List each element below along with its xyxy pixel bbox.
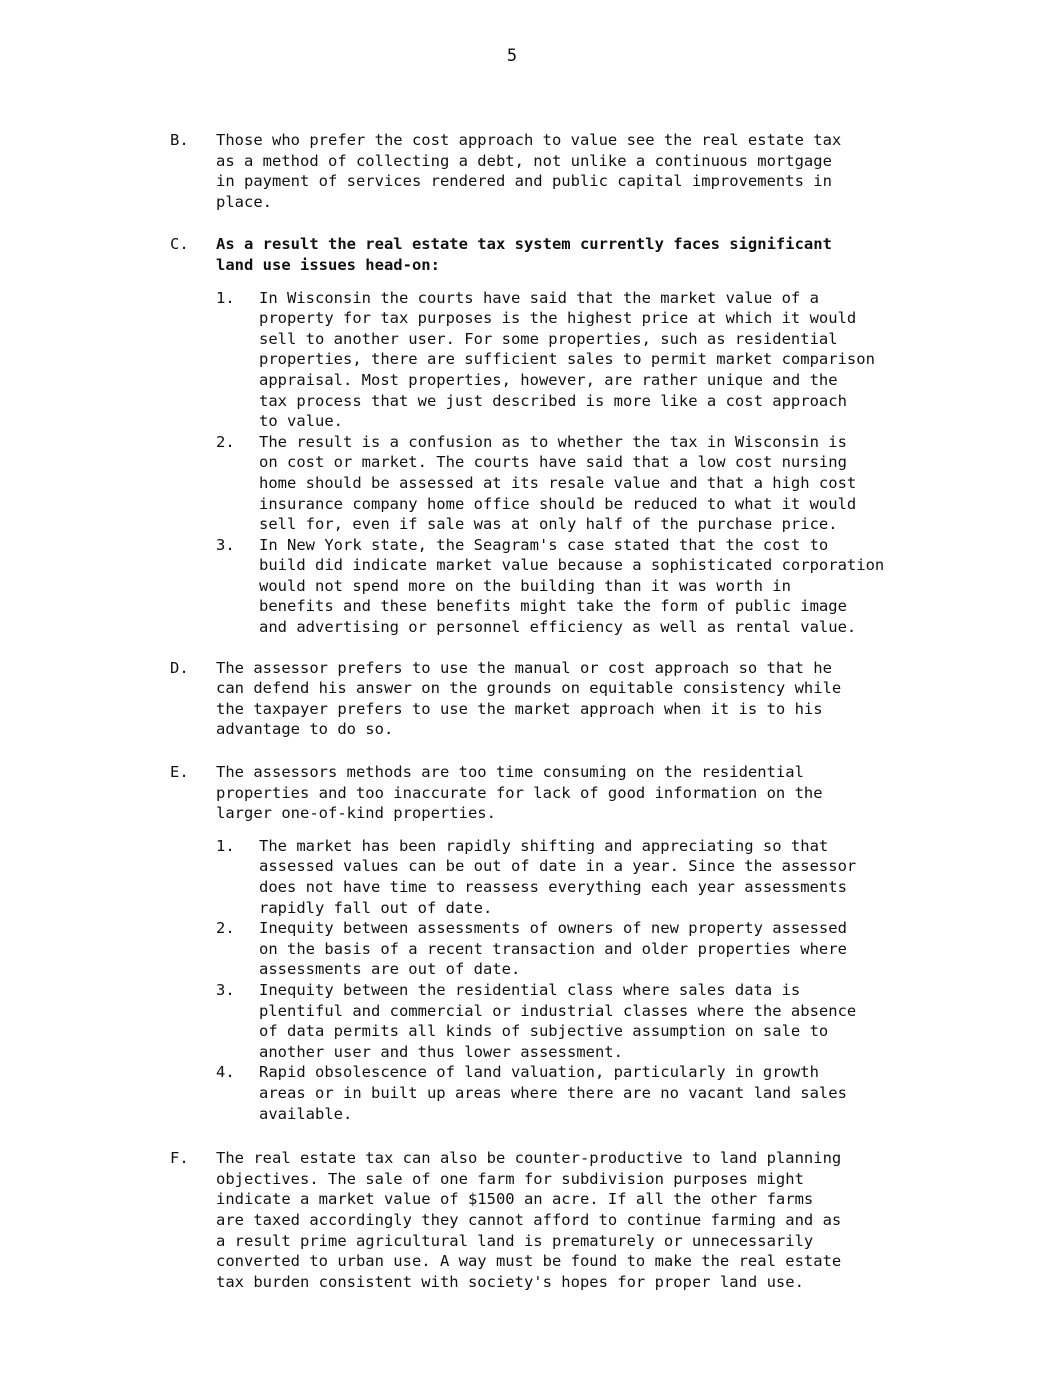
section-c	[170, 234, 1000, 637]
section-paragraph: The real estate tax can also be counter-productive to land planning objectives. The sale of one farm for subdivision purposes might indicate a market value of $1500 an acre. If all the other farms are taxed accordingly they cannot afford to continue farming and as a result prime agricultural land is prematurely or unnecessarily converted to urban use. A way must be found to make the real estate tax burden consistent with society's hopes for proper land use.	[216, 1149, 842, 1291]
list-item-text: In New York state, the Seagram's case stated that the cost to build did indicate market value because a sophisticated corporation would not spend more on the building than it was worth in benefits and these benefits might take the form of public image and advertising or personnel efficiency as well as rental value.	[259, 535, 885, 637]
section-letter: C.	[170, 235, 189, 254]
list-item	[216, 918, 1000, 980]
section-d	[170, 658, 1000, 740]
list-item-number: 4.	[216, 1063, 235, 1082]
section-e	[170, 762, 1000, 1124]
list-item-number: 3.	[216, 980, 235, 999]
section-body	[216, 130, 1000, 212]
numbered-list	[216, 288, 1000, 638]
list-item-number: 1.	[216, 836, 235, 855]
list-item-text: Inequity between the residential class where sales data is plentiful and commercial or industrial classes where the absence of data permits all kinds of subjective assumption on sale to another user and thus lower assessment.	[259, 980, 857, 1061]
list-item-number: 2.	[216, 919, 235, 938]
list-item	[216, 980, 1000, 1062]
list-item-text: In Wisconsin the courts have said that the market value of a property for tax purposes is the highest price at which it would sell to another user. For some properties, such as residential properties, there are sufficient sales to permit market comparison appraisal. Most properties, however, are rather unique and the tax process that we just described is more like a cost approach to value.	[259, 288, 875, 431]
section-body	[216, 234, 1000, 637]
list-item	[216, 836, 1000, 918]
section-body	[216, 762, 1000, 1124]
section-paragraph: The assessor prefers to use the manual or cost approach so that he can defend his answer on the grounds on equitable consistency while the taxpayer prefers to use the market approach when it is to his advantage to do so.	[216, 658, 842, 739]
list-item	[216, 1062, 1000, 1124]
section-letter: F.	[170, 1149, 189, 1168]
section-body	[216, 1148, 1000, 1292]
section-letter: E.	[170, 763, 189, 782]
section-body	[216, 658, 1000, 740]
document-body	[170, 130, 1000, 1310]
section-paragraph: The assessors methods are too time consuming on the residential properties and too inaccurate for lack of good information on the larger one-of-kind properties.	[216, 763, 823, 823]
list-item	[216, 432, 1000, 535]
numbered-list	[216, 836, 1000, 1124]
section-letter: D.	[170, 658, 189, 677]
page-number: 5	[506, 46, 518, 66]
section-paragraph: Those who prefer the cost approach to value see the real estate tax as a method of collecting a debt, not unlike a continuous mortgage in payment of services rendered and public capital improvements in place.	[216, 131, 842, 211]
list-item	[216, 535, 1000, 638]
list-item	[216, 288, 1000, 432]
list-item-text: The result is a confusion as to whether the tax in Wisconsin is on cost or market. The courts have said that a low cost nursing home should be assessed at its resale value and that a high cost insurance company home office should be reduced to what it would sell for, even if sale was at only half of the purchase price.	[259, 432, 857, 534]
list-item-text: Rapid obsolescence of land valuation, particularly in growth areas or in built up areas where there are no vacant land sales available.	[259, 1063, 847, 1123]
list-item-number: 2.	[216, 432, 235, 451]
section-b	[170, 130, 1000, 212]
list-item-number: 1.	[216, 288, 235, 307]
list-item-text: The market has been rapidly shifting and appreciating so that assessed values can be out of date in a year. Since the assessor does not have time to reassess everything each year assessments rapidly fall out of date.	[259, 836, 857, 917]
section-f	[170, 1148, 1000, 1292]
section-letter: B.	[170, 131, 189, 149]
list-item-number: 3.	[216, 535, 235, 554]
section-paragraph: As a result the real estate tax system currently faces significant land use issues head-on:	[216, 235, 832, 274]
list-item-text: Inequity between assessments of owners of new property assessed on the basis of a recent transaction and older properties where assessments are out of date.	[259, 919, 847, 979]
